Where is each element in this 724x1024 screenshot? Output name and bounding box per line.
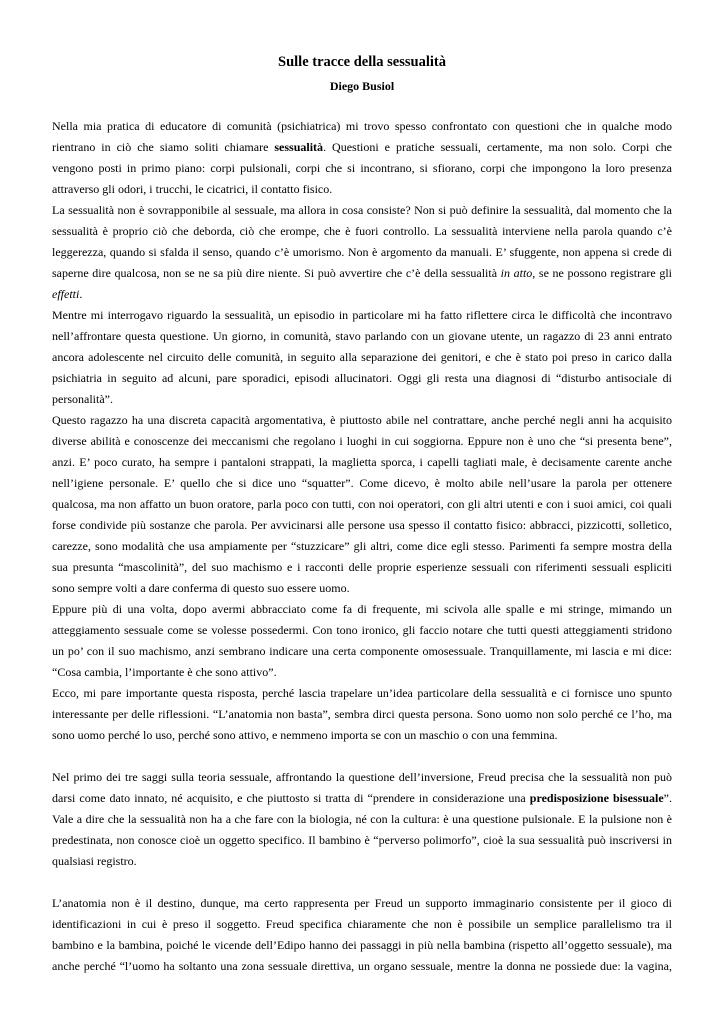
text-line [52,725,672,746]
paragraph [52,767,672,872]
text-line [52,368,672,389]
italic-text: effetti [52,287,80,301]
text-segment: psichiatria in seguito ad alcuni, pare sporadici, episodi allucinatori. Oggi gli resta una diagnosi di “disturbo antisociale di [52,371,672,385]
text-segment: saperne dire qualcosa, non se ne sa più dire niente. Si può avvertire che c’è della sessualità [52,266,501,280]
text-segment: qualcosa, ma non affatto un buon oratore, parla poco con tutti, con noi operatori, con gli altri utenti e con i suoi amici, coi quali [52,497,672,511]
text-line [52,620,672,641]
text-segment: rientrano in ciò che siamo soliti chiamare [52,140,275,154]
text-segment: ancora adolescente nel circuito delle comunità, in seguito alla separazione dei genitori, e che è stato poi preso in carico dalla [52,350,672,364]
text-line [52,704,672,725]
paragraph [52,116,672,200]
text-segment: forse condivide più sostanze che parola. Per avvicinarsi alle persone usa spesso il contatto fisico: abbracci, pizzicotti, solletico, [52,518,672,532]
text-line [52,662,672,683]
text-line [52,137,672,158]
bold-text: predisposizione bisessuale [529,791,664,805]
text-segment: atteggiamento sessuale come se volesse possedermi. Con tono ironico, gli faccio notare che tutti questi atteggiamenti stridono [52,623,672,637]
text-segment: Vale a dire che la sessualità non ha a che fare con la biologia, né con la cultura: è una questione pulsionale. E la pulsione non è [52,812,672,826]
text-line [52,893,672,914]
text-segment: darsi come dato innato, né acquisito, e che piuttosto si tratta di “prendere in considerazione una [52,791,530,805]
text-segment: attraverso gli odori, i trucchi, le cicatrici, il contatto fisico. [52,182,333,196]
text-segment: carezze, sono modalità che usa ampiamente per “stuzzicare” gli altri, come dice egli stesso. Parimenti fa sempre mostra della [52,539,672,553]
text-line [52,410,672,431]
text-segment: un po’ con il suo machismo, anzi sembrano indicare una certa componente omosessuale. Tranquillamente, mi lascia e mi dice: [52,644,672,658]
text-section [52,116,672,746]
text-line [52,221,672,242]
text-segment: Mentre mi interrogavo riguardo la sessualità, un episodio in particolare mi ha fatto riflettere circa le difficoltà che incontravo [52,308,672,322]
text-line [52,830,672,851]
text-line [52,116,672,137]
text-segment: Eppure più di una volta, dopo avermi abbracciato come fa di frequente, mi scivola alle spalle e mi stringe, mimando un [52,602,672,616]
text-line [52,200,672,221]
text-line [52,641,672,662]
text-line [52,431,672,452]
text-line [52,914,672,935]
text-line [52,284,672,305]
text-line [52,473,672,494]
text-segment: leggerezza, quando si sfalda il senso, quando c’è umorismo. Non è argomento da manuali. E’ sfuggente, non appena si crede di [52,245,672,259]
text-line [52,935,672,956]
paragraph [52,305,672,410]
text-segment: La sessualità non è sovrapponibile al sessuale, ma allora in cosa consiste? Non si può definire la sessualità, dal momento che la [52,203,672,217]
text-segment: Nel primo dei tre saggi sulla teoria sessuale, affrontando la questione dell’inversione, Freud precisa che la sessualità non può [52,770,672,784]
text-line [52,452,672,473]
text-segment: nell’affrontare questa questione. Un giorno, in comunità, stavo parlando con un giovane utente, un ragazzo di 23 anni entrato [52,329,672,343]
text-segment: vengono posti in primo piano: corpi pulsionali, corpi che si incontrano, si sfiorano, corpi che impongono la loro presenza [52,161,672,175]
text-line [52,536,672,557]
paragraph [52,893,672,977]
italic-text: in atto [500,266,533,280]
document-body [52,116,672,977]
text-line [52,956,672,977]
text-line [52,809,672,830]
text-segment: qualsiasi registro. [52,854,137,868]
text-line [52,179,672,200]
text-segment: predestinata, non conosce cioè un oggetto specifico. Il bambino è “perverso polimorfo”, cioè la sua sessualità può inscriversi in [52,833,672,847]
text-line [52,788,672,809]
text-line [52,515,672,536]
text-line [52,326,672,347]
text-segment: personalità”. [52,392,113,406]
text-section [52,893,672,977]
text-segment: Questo ragazzo ha una discreta capacità argomentativa, è piuttosto abile nel contrattare, anche perché negli anni ha acquisito [52,413,672,427]
text-segment: sessualità è proprio ciò che deborda, ciò che erompe, che è fuori controllo. La sessualità interviene nella parola quando c’è [52,224,672,238]
text-line [52,389,672,410]
text-section [52,767,672,872]
document-title: Sulle tracce della sessualità [278,54,446,70]
text-segment: anche perché “l’uomo ha soltanto una zona sessuale direttiva, un organo sessuale, mentre la donna ne possiede due: la vagina, [52,959,672,973]
text-segment: . Questioni e pratiche sessuali, certamente, ma non solo. Corpi che [323,140,672,154]
text-line [52,242,672,263]
text-line [52,158,672,179]
paragraph [52,683,672,746]
text-segment: Ecco, mi pare importante questa risposta, perché lascia trapelare un’idea particolare della sessualità e ci fornisce uno spunto [52,686,672,700]
text-line [52,851,672,872]
text-line [52,347,672,368]
text-line [52,578,672,599]
bold-text: sessualità [274,140,324,154]
text-line [52,557,672,578]
text-segment: , se ne possono registrare gli [532,266,672,280]
text-segment: ”. [663,791,672,805]
text-segment: interessante per delle riflessioni. “L’anatomia non basta”, sembra dirci questa persona. Sono uomo non solo perché ce l’ho, ma [52,707,672,721]
text-segment: “Cosa cambia, l’importante è che sono attivo”. [52,665,277,679]
document-author: Diego Busiol [329,79,395,93]
text-segment: sua presunta “mascolinità”, del suo machismo e i racconti delle proprie esperienze sessuali con riferimenti sessuali espliciti [52,560,672,574]
text-segment: anzi. E’ poco curato, ha sempre i pantaloni strappati, la maglietta sporca, i capelli tagliati male, è decisamente carente anche [52,455,672,469]
paragraph [52,599,672,683]
text-segment: sono uomo perché lo uso, perché sono attivo, e nemmeno importa se con un maschio o con una femmina. [52,728,558,742]
text-line [52,599,672,620]
text-segment: diverse abilità e conoscenze dei meccanismi che regolano i luoghi in cui soggiorna. Eppure non è uno che “si presenta bene”, [52,434,672,448]
text-line [52,494,672,515]
text-segment: . [79,287,83,301]
text-line [52,305,672,326]
text-segment: nell’igiene personale. E’ quello che si dice uno “squatter”. Come dicevo, è molto abile nell’usare la parola per ottenere [52,476,672,490]
text-line [52,683,672,704]
text-segment: sono sempre volti a dare conferma di questo suo essere uomo. [52,581,350,595]
text-segment: identificazioni in cui è preso il soggetto. Freud specifica chiaramente che non è possibile un semplice parallelismo tra il [52,917,672,931]
text-segment: bambino e la bambina, poiché le vicende dell’Edipo hanno dei passaggi in più nella bambina (rispetto all’oggetto sessuale), ma [52,938,672,952]
text-line [52,767,672,788]
text-segment: L’anatomia non è il destino, dunque, ma certo rappresenta per Freud un supporto immaginario consistente per il gioco di [52,896,672,910]
paragraph [52,410,672,599]
text-line [52,263,672,284]
text-segment: Nella mia pratica di educatore di comunità (psichiatrica) mi trovo spesso confrontato con questioni che in qualche modo [52,119,672,133]
paragraph [52,200,672,305]
